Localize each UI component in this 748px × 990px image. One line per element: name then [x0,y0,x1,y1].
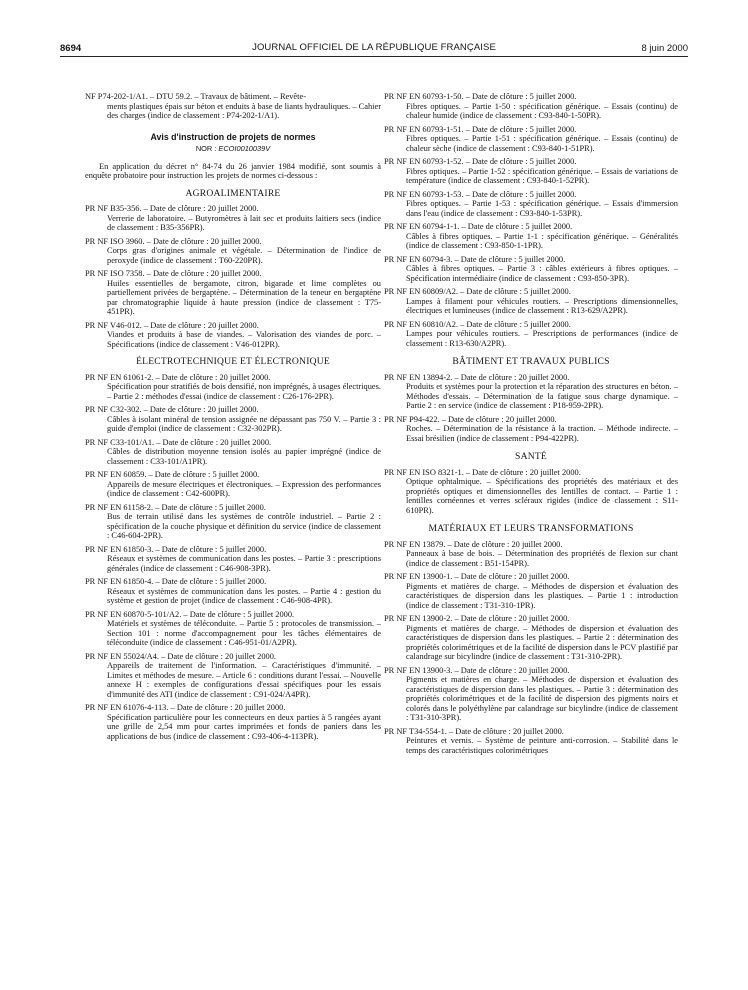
avis-nor [85,144,381,154]
standard-entry [85,373,381,402]
standard-entry [384,666,678,723]
entry-body: Roches. – Détermination de la résistance à la traction. – Méthode indirecte. – Essai brésilien (indice de classement : P94-422PR). [406,424,678,443]
entry-head: PR NF EN 13879. – Date de clôture : 20 juillet 2000. [384,539,563,549]
entry-head: PR NF EN 60870-5-101/A2. – Date de clôture : 5 juillet 2000. [85,609,295,619]
standard-entry [384,92,678,121]
entry-head: PR NF EN 60809/A2. – Date de clôture : 5 juillet 2000. [384,287,571,296]
entry-head: PR NF EN 13900-2. – Date de clôture : 20 juillet 2000. [384,614,570,623]
standard-entry [384,255,678,284]
entry-body: Spécification particulière pour les connecteurs en deux parties à 5 rangées ayant une grille de 2,54 mm pour cartes imprimées et fonds de paniers dans les applications de bus (indice de classement : C93-406-4-113PR). [107,712,381,741]
left-sections [85,189,381,742]
standard-entry [384,614,678,662]
entry-body: Matériels et systèmes de téléconduite. – Partie 5 : protocoles de transmission. – Section 101 : norme d'accompagnement pour les tâches élémentaires de téléconduite (indice de classement : C46-951-01/A2PR). [107,619,381,647]
section-title: MATÉRIAUX ET LEURS TRANSFORMATIONS [428,523,634,534]
page-number: 8694 [60,43,82,54]
standard-entry [384,287,678,316]
entry-head: PR NF EN 60810/A2. – Date de clôture : 5 juillet 2000. [384,319,571,329]
entry-body: Huiles essentielles de bergamote, citron, bigarade et lime complètes ou partiellement privées de bergaptène. – Détermination de la teneur en bergaptène par chromatographie liquide à haute pression (indice de classement : T75-451PR). [107,278,381,316]
standard-entry [85,269,381,317]
standard-entry [85,610,381,648]
entry-head: PR NF EN 61061-2. – Date de clôture : 20 juillet 2000. [85,372,271,382]
entry-body: Câbles à fibres optiques. – Partie 1-1 : spécification générique. – Généralités (indice de classement : C93-850-1-1PR). [406,231,678,250]
section-title: BÂTIMENT ET TRAVAUX PUBLICS [452,356,610,367]
standard-entry [85,405,381,434]
entry-body: Fibres optiques. – Partie 1-52 : spécification générique. – Essais de variations de température (indice de classement : C93-840-1-52PR). [406,166,678,185]
entry-body: Fibres optiques. – Partie 1-53 : spécification générique. – Essais d'immersion dans l'eau (indice de classement : C93-840-1-53PR). [406,199,678,218]
entry-head: PR NF C32-302. – Date de clôture : 20 juillet 2000. [85,405,259,414]
standard-entry [85,204,381,233]
standard-entry [85,321,381,350]
standard-entry [384,415,678,444]
standard-entry [384,373,678,411]
entry-body: ments plastiques épais sur béton et enduits à base de liants hydrauliques. – Cahier des charges (indice de classement : P74-202-1/A1). [107,101,381,120]
entry-head: PR NF EN 55024/A4. – Date de clôture : 20 juillet 2000. [85,651,276,661]
entry-head: PR NF EN 13900-3. – Date de clôture : 20 juillet 2000. [384,665,570,675]
standard-entry [384,320,678,349]
standard-entry [384,540,678,569]
entry-body: Verrerie de laboratoire. – Butyromètres à lait sec et produits laitiers secs (indice de classement : B35-356PR). [107,213,381,232]
journal-title: JOURNAL OFFICIEL DE LA RÉPUBLIQUE FRANÇAISE [252,42,496,53]
avis-intro: En application du décret n° 84-74 du 26 janvier 1984 modifié, sont soumis à enquête probatoire pour instruction les projets de normes ci-dessous : [85,161,381,180]
right-lead-entries [384,92,678,348]
standard-entry [384,190,678,219]
entry-head: PR NF V46-012. – Date de clôture : 20 juillet 2000. [85,320,259,330]
standard-entry [384,125,678,154]
entry-body: Spécification pour stratifiés de bois densifié, non imprégnés, à usages électriques. – Partie 2 : méthodes d'essai (indice de classement : C26-176-2PR). [107,382,381,401]
entry-body: Produits et systèmes pour la protection et la réparation des structures en béton. – Méthodes d'essais. – Détermination de la fatigue sous charge dynamique. – Partie 2 : en service (indice de classement : P18-959-2PR). [406,382,678,410]
standard-entry [85,503,381,541]
entry-head: PR NF C33-101/A1. – Date de clôture : 20 juillet 2000. [85,437,272,447]
entry-head: PR NF EN 13900-1. – Date de clôture : 20 juillet 2000. [384,572,570,581]
entry-head: PR NF EN 60793-1-51. – Date de clôture : 5 juillet 2000. [384,124,577,134]
entry-body: Réseaux et systèmes de communication dans les postes. – Partie 4 : gestion du système et gestion de projet (indice de classement : C46-908-4PR). [107,586,381,605]
standard-entry [85,577,381,606]
first-entry [85,92,381,121]
standard-entry [85,237,381,266]
entry-body: Appareils de mesure électriques et électroniques. – Expression des performances (indice de classement : C42-600PR). [107,479,381,498]
entry-head: PR NF EN 61076-4-113. – Date de clôture : 20 juillet 2000. [85,703,286,712]
standard-entry [384,468,678,516]
right-sections [384,357,678,755]
entry-body: Câbles à fibres optiques. – Partie 3 : câbles extérieurs à fibres optiques. – Spécification intermédiaire (indice de classement : C93-850-3PR). [406,264,678,283]
left-column [85,92,381,745]
standard-entry [85,703,381,741]
entry-body: Pigments et matières en charge. – Méthodes de dispersion et évaluation des caractéristiques de dispersion dans les plastiques. – Partie 3 : détermination des propriétés colorimétriques et de la facilité de dispersion des pigments noirs et colorés dans le polyéthylène par calandrage sur bicylindre (indice de classement : T31-310-3PR). [406,675,678,722]
entry-head: PR NF B35-356. – Date de clôture : 20 juillet 2000. [85,204,259,213]
entry-head: PR NF EN 60793-1-52. – Date de clôture : 5 juillet 2000. [384,157,577,166]
section-title: SANTÉ [515,451,547,462]
entry-head: PR NF T34-554-1. – Date de clôture : 20 juillet 2000. [384,726,564,736]
standard-entry [85,545,381,574]
entry-body: Peintures et vernis. – Système de peinture anti-corrosion. – Stabilité dans le temps des caractéristiques colorimétriques [406,736,678,755]
section-title: AGROALIMENTAIRE [185,187,281,199]
entry-head: PR NF EN 60793-1-50. – Date de clôture : 5 juillet 2000. [384,92,577,101]
standard-entry [85,652,381,700]
issue-date: 8 juin 2000 [641,43,688,54]
entry-body: Lampes pour véhicules routiers. – Prescriptions de performances (indice de classement : R13-630/A2PR). [406,329,678,348]
standard-entry [85,438,381,467]
entry-head: PR NF EN 61850-4. – Date de clôture : 5 juillet 2000. [85,577,267,586]
entry-head: PR NF EN 60859. – Date de clôture : 5 juillet 2000. [85,470,260,479]
entry-body: Pigments et matières de charge. – Méthodes de dispersion et évaluation des caractéristiques de dispersion dans les plastiques. – Partie 2 : détermination des propriétés colorimétriques et de la facilité de dispersion dans le PCV plastifié par calandrage sur bicylindre (indice de classement : T31-310-2PR). [406,623,678,661]
entry-body: Panneaux à base de bois. – Détermination des propriétés de flexion sur chant (indice de classement : B51-154PR). [406,549,678,568]
entry-body: Optique ophtalmique. – Spécifications des propriétés des matériaux et des propriétés optiques et dimensionnelles des lentilles de contact. – Partie 1 : lentilles cornéennes et verres scléraux rigides (indice de classement : S11-610PR). [406,477,678,515]
entry-body: Fibres optiques. – Partie 1-50 : spécification générique. – Essais (continu) de chaleur humide (indice de classement : C93-840-1-50PR). [406,101,678,120]
entry-head: PR NF P94-422. – Date de clôture : 20 juillet 2000. [384,414,557,424]
entry-head: PR NF EN 61158-2. – Date de clôture : 5 juillet 2000. [85,502,266,512]
page-header [60,40,688,57]
entry-head: PR NF EN 60794-1-1. – Date de clôture : 5 juillet 2000. [384,222,573,231]
entry-head: PR NF ISO 3960. – Date de clôture : 20 juillet 2000. [85,236,262,246]
entry-head: PR NF EN ISO 8321-1. – Date de clôture : 20 juillet 2000. [384,467,581,477]
entry-body: Lampes à filament pour véhicules routiers. – Prescriptions dimensionnelles, électriques et lumineuses (indice de classement : R13-629/A2PR). [406,296,678,315]
standard-entry [384,727,678,756]
standard-entry [384,222,678,251]
entry-body: Réseaux et systèmes de communication dans les postes. – Partie 3 : prescriptions générales (indice de classement : C46-908-3PR). [107,554,381,573]
entry-body: Fibres optiques. – Partie 1-51 : spécification générique. – Essais (continu) de chaleur sèche (indice de classement : C93-840-1-51PR). [406,134,678,153]
entry-body: Câbles de distribution moyenne tension isolés au papier imprégné (indice de classement : C33-101/A1PR). [107,447,381,466]
entry-body: Appareils de traitement de l'information. – Caractéristiques d'immunité. – Limites et méthodes de mesure. – Article 6 : conditions durant l'essai. – Nouvelle annexe H : exemples de configurations d'essai spécifiques pour les essais d'immunité des ATI (indice de classement : C91-024/A4PR). [107,661,381,699]
entry-head: PR NF EN 13894-2. – Date de clôture : 20 juillet 2000. [384,372,570,382]
entry-body: Bus de terrain utilisé dans les systèmes de contrôle industriel. – Partie 2 : spécification de la couche physique et définition du service (indice de classement : C46-604-2PR). [107,512,381,540]
entry-body: Pigments et matières de charge. – Méthodes de dispersion et évaluation des caractéristiques de dispersion dans les plastiques. – Partie 1 : introduction (indice de classement : T31-310-1PR). [406,581,678,610]
avis-title: Avis d'instruction de projets de normes [150,131,316,142]
right-column [384,92,678,759]
section-title: ÉLECTROTECHNIQUE ET ÉLECTRONIQUE [136,356,330,367]
standard-entry [85,470,381,499]
standard-entry [384,572,678,610]
entry-head: PR NF ISO 7358. – Date de clôture : 20 juillet 2000. [85,269,262,278]
entry-body: Corps gras d'origines animale et végétale. – Détermination de l'indice de peroxyde (indice de classement : T60-220PR). [107,246,381,265]
standard-entry [384,157,678,186]
entry-head: NF P74-202-1/A1. – DTU 59.2. – Travaux de bâtiment. – Revête- [85,92,306,101]
entry-head: PR NF EN 60794-3. – Date de clôture : 5 juillet 2000. [384,254,566,264]
entry-body: Câbles à isolant minéral de tension assignée ne dépassant pas 750 V. – Partie 3 : guide d'emploi (indice de classement : C32-302PR). [107,414,381,433]
entry-head: PR NF EN 60793-1-53. – Date de clôture : 5 juillet 2000. [384,189,577,199]
entry-body: Viandes et produits à base de viandes. – Valorisation des viandes de porc. – Spécifications (indice de classement : V46-012PR). [107,330,381,349]
nor-code: ECOI0010039V [218,144,271,153]
entry-head: PR NF EN 61850-3. – Date de clôture : 5 juillet 2000. [85,544,267,554]
nor-label: NOR : [195,144,217,153]
